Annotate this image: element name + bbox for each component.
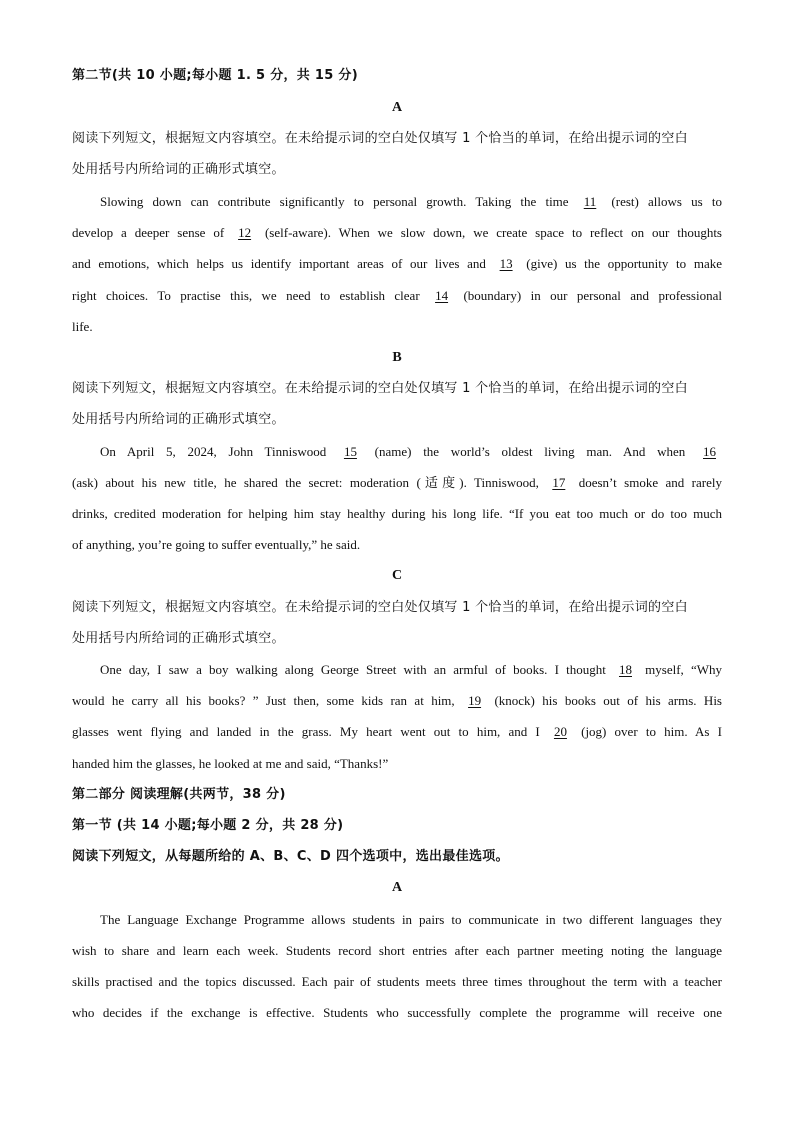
blank-14: 14 bbox=[435, 288, 449, 303]
blank-16: 16 bbox=[703, 444, 716, 459]
reading-a-label: A bbox=[391, 880, 403, 895]
part-c-label: C bbox=[391, 568, 403, 583]
section1-instruction: 阅读下列短文，从每题所给的 A、B、C、D 四个选项中，选出最佳选项。 bbox=[72, 849, 509, 864]
part-c-instruction-2: 处用括号内所给词的正确形式填空。 bbox=[72, 631, 285, 646]
part-a-label: A bbox=[391, 100, 403, 115]
blank-13: 13 bbox=[499, 256, 513, 271]
part-c-line-2: would he carry all his books? ” Just then, some kids ran at him, 19 (knock) his books out of his arms. His bbox=[72, 693, 722, 708]
part-c-line-3: glasses went flying and landed in the grass. My heart went out to him, and I 20 (jog) over to him. As I bbox=[72, 724, 722, 739]
blank-19: 19 bbox=[468, 693, 482, 708]
blank-11: 11 bbox=[583, 194, 597, 209]
part-b-label: B bbox=[392, 350, 402, 365]
part-b-line-4: of anything, you’re going to suffer eventually,” he said. bbox=[72, 537, 361, 552]
part-a-line-1: Slowing down can contribute significantly to personal growth. Taking the time 11 (rest) allows us to bbox=[100, 194, 722, 209]
part-a-instruction-2: 处用括号内所给词的正确形式填空。 bbox=[72, 162, 285, 177]
part-a-line-2: develop a deeper sense of 12 (self-aware). When we slow down, we create space to reflect on our thoughts bbox=[72, 225, 722, 240]
part-b-line-3: drinks, credited moderation for helping him stay healthy during his long life. “If you eat too much or do too much bbox=[72, 506, 722, 521]
part-b-line-1: On April 5, 2024, John Tinniswood 15 (name) the world’s oldest living man. And when 16 bbox=[100, 444, 722, 460]
blank-15: 15 bbox=[343, 444, 357, 459]
reading-a-line-1: The Language Exchange Programme allows students in pairs to communicate in two different languages they bbox=[100, 912, 722, 927]
reading-a-line-3: skills practised and the topics discussed. Each pair of students meets three times throughout the term with a teacher bbox=[72, 974, 722, 989]
part-a-line-3: and emotions, which helps us identify important areas of our lives and 13 (give) us the opportunity to make bbox=[72, 256, 722, 271]
blank-12: 12 bbox=[238, 225, 252, 240]
blank-20: 20 bbox=[553, 724, 567, 739]
part-c-line-4: handed him the glasses, he looked at me and said, “Thanks!” bbox=[72, 756, 389, 771]
part-b-instruction-2: 处用括号内所给词的正确形式填空。 bbox=[72, 412, 285, 427]
part2-header: 第二部分 阅读理解(共两节，38 分) bbox=[72, 787, 286, 802]
part-b-line-2: (ask) about his new title, he shared the secret: moderation (适度). Tinniswood, 17 doesn’t smoke and rarely bbox=[72, 475, 722, 490]
section2-header: 第二节(共 10 小题;每小题 1. 5 分，共 15 分) bbox=[72, 68, 358, 83]
part-a-instruction-1: 阅读下列短文，根据短文内容填空。在未给提示词的空白处仅填写 1 个恰当的单词，在给出提示词的空白 bbox=[72, 131, 688, 146]
reading-a-line-2: wish to share and learn each week. Students record short entries after each partner meeting noting the language bbox=[72, 943, 722, 958]
part-b-instruction-1: 阅读下列短文，根据短文内容填空。在未给提示词的空白处仅填写 1 个恰当的单词，在给出提示词的空白 bbox=[72, 381, 688, 396]
part-a-line-4: right choices. To practise this, we need to establish clear 14 (boundary) in our personal and professional bbox=[72, 288, 722, 303]
reading-a-line-4: who decides if the exchange is effective. Students who successfully complete the programme will receive one bbox=[72, 1005, 722, 1020]
blank-18: 18 bbox=[618, 662, 632, 677]
blank-17: 17 bbox=[552, 475, 566, 490]
part-c-instruction-1: 阅读下列短文，根据短文内容填空。在未给提示词的空白处仅填写 1 个恰当的单词，在给出提示词的空白 bbox=[72, 600, 688, 615]
part-c-line-1: One day, I saw a boy walking along George Street with an armful of books. I thought 18 myself, “Why bbox=[100, 662, 723, 677]
section1-header: 第一节 (共 14 小题;每小题 2 分，共 28 分) bbox=[72, 818, 344, 833]
part-a-line-5: life. bbox=[72, 319, 93, 334]
